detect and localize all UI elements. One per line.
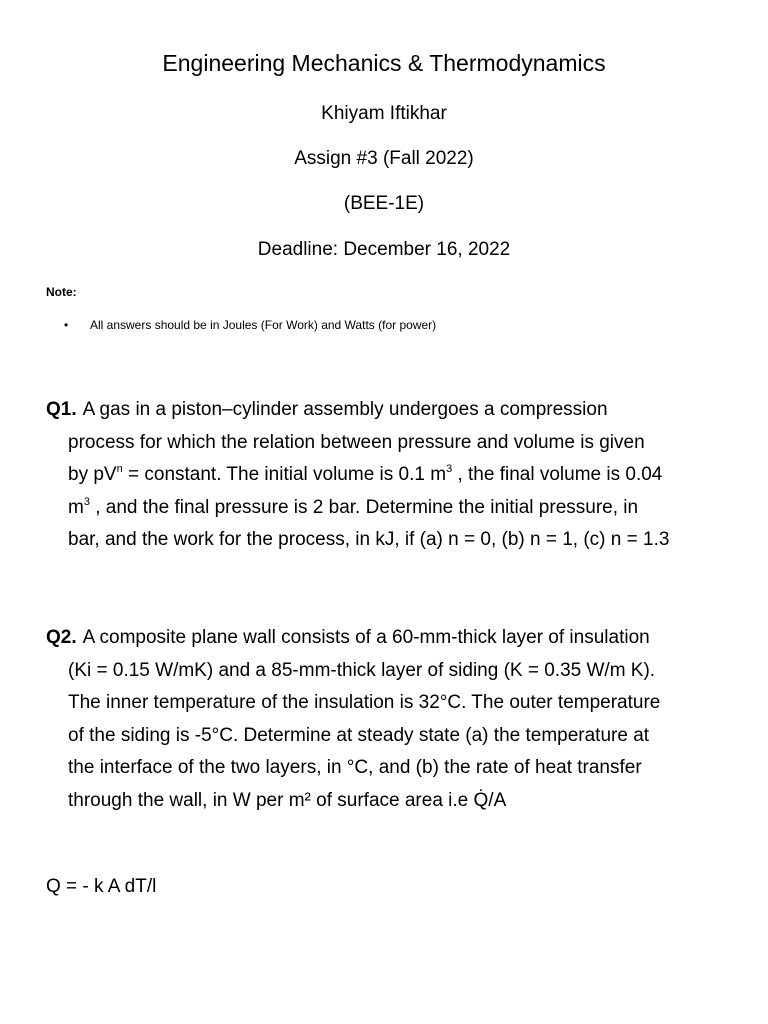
q1-text-3b: = constant. The initial volume is 0.1 m [122, 464, 447, 485]
deadline-label: Deadline: December 16, 2022 [257, 239, 511, 260]
document-title: Engineering Mechanics & Thermodynamics [162, 50, 606, 76]
q1-superscript-n: n [116, 463, 123, 475]
q2-text-1: A composite plane wall consists of a 60-mm-thick layer of insulation [82, 627, 650, 648]
q1-line-4 [46, 492, 736, 525]
note-item [46, 318, 436, 332]
q1-superscript-3b: 3 [83, 495, 90, 508]
q1-text-4b: , and the final pressure is 2 bar. Determine the initial pressure, in [89, 496, 639, 518]
q1-text-1: A gas in a piston–cylinder assembly undergoes a compression [82, 399, 608, 420]
q1-text-4a: m [68, 496, 84, 518]
q2-line-4: of the siding is -5°C. Determine at steady state (a) the temperature at [68, 724, 650, 746]
author-name: Khiyam Iftikhar [321, 103, 447, 124]
note-item-text: All answers should be in Joules (For Work) and Watts (for power) [90, 318, 437, 332]
q2-line-3: The inner temperature of the insulation is 32°C. The outer temperature [68, 692, 661, 713]
question-1 [46, 394, 736, 557]
note-list [46, 318, 436, 332]
formula: Q = - k A dT/l [46, 876, 157, 897]
question-2 [46, 622, 736, 817]
q2-line-2: (Ki = 0.15 W/mK) and a 85-mm-thick layer of siding (K = 0.35 W/m K). [68, 659, 656, 681]
q1-line-1 [46, 394, 736, 427]
q1-text-3a: by pV [68, 464, 117, 485]
q2-line-5: the interface of the two layers, in °C, and (b) the rate of heat transfer [68, 757, 642, 778]
q1-line-5: bar, and the work for the process, in kJ, if (a) n = 0, (b) n = 1, (c) n = 1.3 [68, 529, 670, 550]
note-label: Note: [46, 285, 77, 299]
q1-text-3c: , the final volume is 0.04 [452, 464, 663, 485]
bullet-icon: • [64, 318, 69, 332]
section-label: (BEE-1E) [343, 193, 425, 214]
q1-line-2: process for which the relation between pressure and volume is given [68, 431, 645, 453]
q2-line-1 [46, 622, 736, 655]
assignment-label: Assign #3 (Fall 2022) [294, 148, 474, 169]
q1-line-3 [46, 459, 736, 492]
q1-number: Q1. [46, 399, 77, 420]
q1-superscript-3a: 3 [446, 463, 453, 475]
q2-line-6: through the wall, in W per m² of surface area i.e Q̇/A [68, 789, 507, 811]
q2-number: Q2. [46, 627, 77, 648]
